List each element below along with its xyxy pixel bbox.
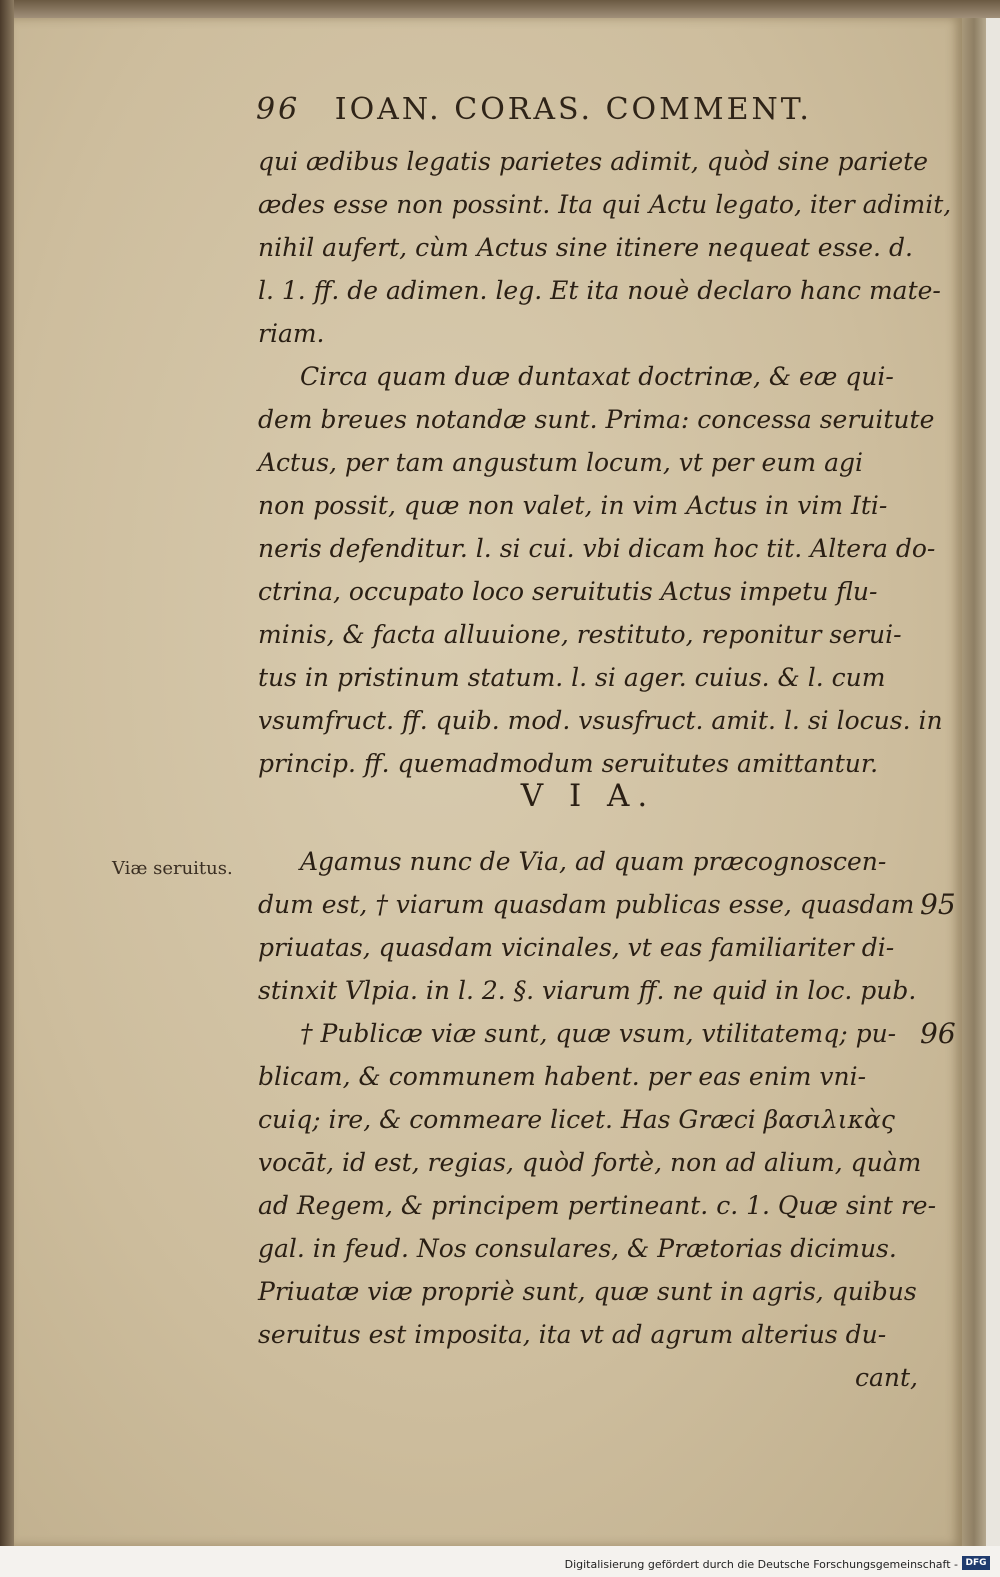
text-line: dum est, † viarum quasdam publicas esse, quasdam (258, 890, 915, 919)
header-title: IOAN. CORAS. COMMENT. (334, 92, 812, 127)
page-edge (962, 18, 986, 1546)
text-line: blicam, & communem habent. per eas enim vni- (258, 1062, 867, 1091)
text-line: tus in pristinum statum. l. si ager. cuius. & l. cum (258, 663, 886, 692)
text-line: vocāt, id est, regias, quòd fortè, non ad alium, quàm (258, 1148, 922, 1177)
page-number: 96 (256, 92, 301, 127)
text-line: cuiq; ire, & commeare licet. Has Græci βασιλικὰς (258, 1105, 895, 1134)
text-line: dem breues notandæ sunt. Prima: concessa seruitute (258, 405, 935, 434)
text-line: ctrina, occupato loco seruitutis Actus impetu flu- (258, 577, 878, 606)
scan-top-border (14, 0, 1000, 18)
text-line: priuatas, quasdam vicinales, vt eas familiariter di- (258, 933, 895, 962)
text-block-bottom (258, 840, 937, 1399)
text-line: Circa quam duæ duntaxat doctrinæ, & eæ qui- (300, 362, 894, 391)
text-line: qui ædibus legatis parietes adimit, quòd sine pariete (258, 147, 929, 176)
text-line: Actus, per tam angustum locum, vt per eum agi (258, 448, 863, 477)
text-line: Priuatæ viæ propriè sunt, quæ sunt in agris, quibus (258, 1277, 917, 1306)
text-block-top (258, 140, 952, 785)
text-line: riam. (258, 319, 325, 348)
margin-number: 96 (920, 1017, 956, 1050)
dfg-logo-icon: DFG (962, 1556, 990, 1570)
running-header (256, 92, 936, 127)
text-line: gal. in feud. Nos consulares, & Prætorias dicimus. (258, 1234, 897, 1263)
footer-credit: Digitalisierung gefördert durch die Deutsche Forschungsgemeinschaft - (564, 1558, 958, 1571)
margin-note: Viæ seruitus. (112, 858, 233, 879)
book-binding (0, 0, 14, 1577)
text-line: neris defenditur. l. si cui. vbi dicam hoc tit. Altera do- (258, 534, 936, 563)
text-line: ad Regem, & principem pertineant. c. 1. Quæ sint re- (258, 1191, 937, 1220)
text-line: seruitus est imposita, ita vt ad agrum alterius du- (258, 1320, 887, 1349)
text-line: ædes esse non possint. Ita qui Actu legato, iter adimit, (258, 190, 952, 219)
catchword: cant, (854, 1363, 918, 1392)
text-line: princip. ff. quemadmodum seruitutes amittantur. (258, 749, 879, 778)
text-line: Agamus nunc de Via, ad quam præcognoscen- (300, 847, 887, 876)
margin-number: 95 (920, 888, 956, 921)
text-line: † Publicæ viæ sunt, quæ vsum, vtilitatemq; pu- (300, 1019, 897, 1048)
footer-bar (0, 1546, 1000, 1577)
text-line: vsumfruct. ff. quib. mod. vsusfruct. amit. l. si locus. in (258, 706, 943, 735)
text-line: non possit, quæ non valet, in vim Actus in vim Iti- (258, 491, 888, 520)
text-line: minis, & facta alluuione, restituto, reponitur serui- (258, 620, 902, 649)
text-line: l. 1. ff. de adimen. leg. Et ita nouè declaro hanc mate- (258, 276, 941, 305)
text-line: stinxit Vlpia. in l. 2. §. viarum ff. ne quid in loc. pub. (258, 976, 917, 1005)
text-line: nihil aufert, cùm Actus sine itinere nequeat esse. d. (258, 233, 913, 262)
section-heading: V I A. (520, 778, 656, 814)
